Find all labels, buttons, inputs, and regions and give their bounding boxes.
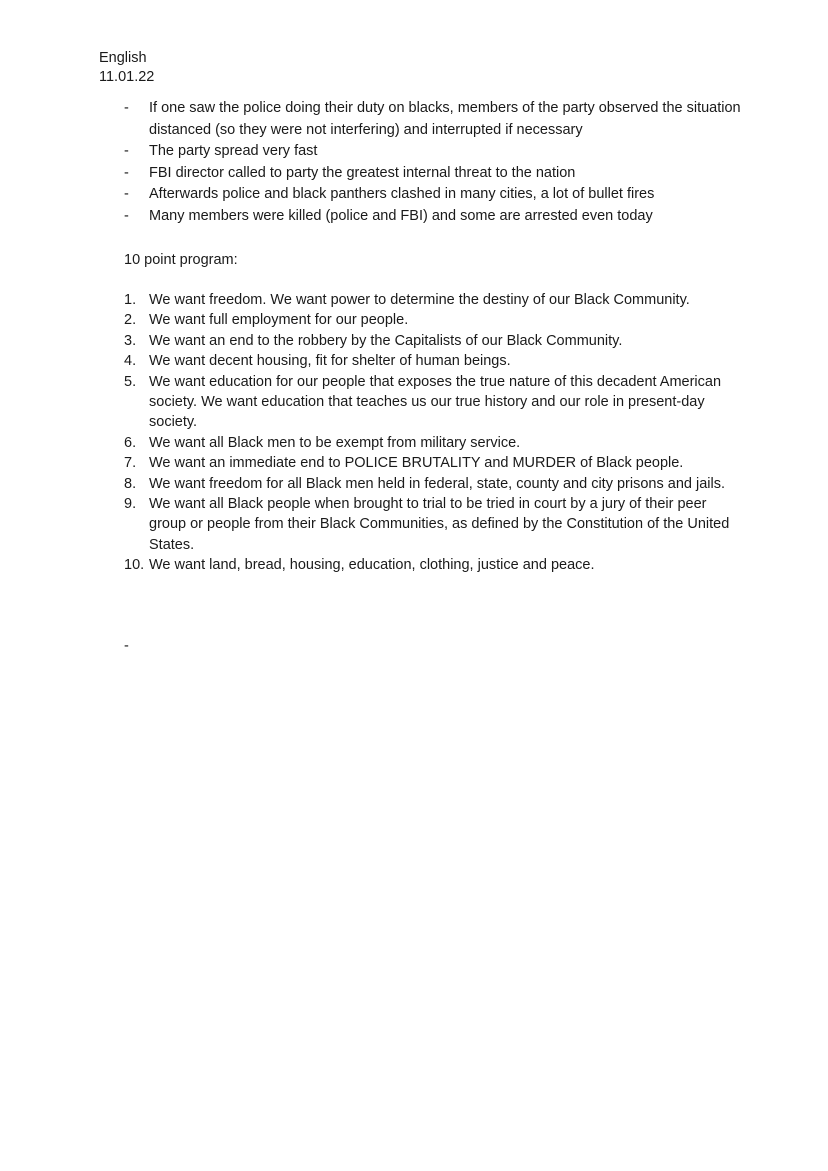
list-item <box>99 331 739 351</box>
date-label: 11.01.22 <box>99 69 155 85</box>
item-text: We want land, bread, housing, education, clothing, justice and peace. <box>149 557 595 574</box>
trailing-bullet-marker: - <box>124 638 129 654</box>
item-number: 9. <box>124 496 137 513</box>
item-text: We want all Black people when brought to trial to be tried in court by a jury of their peer group or people from their Black Communities, as defined by the Constitution of the United States. <box>149 496 730 553</box>
item-text: We want freedom for all Black men held in federal, state, county and city prisons and jails. <box>149 475 725 492</box>
list-item <box>99 184 749 206</box>
item-text: We want an end to the robbery by the Capitalists of our Black Community. <box>149 332 623 349</box>
item-text: We want an immediate end to POLICE BRUTALITY and MURDER of Black people. <box>149 455 684 472</box>
bullet-marker: - <box>124 186 129 202</box>
bullet-text: Afterwards police and black panthers clashed in many cities, a lot of bullet fires <box>149 186 655 202</box>
item-text: We want decent housing, fit for shelter of human beings. <box>149 353 511 370</box>
item-text: We want all Black men to be exempt from military service. <box>149 434 521 451</box>
item-text: We want full employment for our people. <box>149 312 409 329</box>
bullet-marker: - <box>124 207 129 224</box>
subject-label: English <box>99 50 147 66</box>
list-item <box>99 310 739 330</box>
item-number: 6. <box>124 434 137 451</box>
bullet-text: FBI director called to party the greatest internal threat to the nation <box>149 164 576 181</box>
item-number: 4. <box>124 353 137 370</box>
list-item <box>99 141 749 163</box>
bullet-text: If one saw the police doing their duty on blacks, members of the party observed the situation distanced (so they were not interfering) and interrupted if necessary <box>149 100 741 138</box>
list-item <box>99 555 739 575</box>
list-item <box>99 372 739 433</box>
ten-point-program-list <box>99 290 739 576</box>
list-item <box>99 453 739 473</box>
list-item <box>99 494 739 555</box>
item-number: 2. <box>124 312 137 329</box>
item-number: 10. <box>124 557 145 574</box>
item-text: We want freedom. We want power to determine the destiny of our Black Community. <box>149 292 690 308</box>
list-item <box>99 98 749 141</box>
list-item <box>99 163 749 185</box>
item-number: 8. <box>124 475 137 492</box>
bullet-marker: - <box>124 100 129 116</box>
list-item <box>99 474 739 494</box>
bullet-text: The party spread very fast <box>149 143 318 159</box>
item-number: 1. <box>124 292 137 308</box>
bullet-text: Many members were killed (police and FBI) and some are arrested even today <box>149 207 653 224</box>
bullet-marker: - <box>124 164 129 181</box>
item-number: 3. <box>124 332 137 349</box>
list-item <box>99 290 739 310</box>
list-item <box>99 433 739 453</box>
notes-bullet-list <box>99 98 749 227</box>
list-item <box>99 206 749 228</box>
item-number: 7. <box>124 455 137 472</box>
item-number: 5. <box>124 373 137 390</box>
item-text: We want education for our people that exposes the true nature of this decadent American society. We want education that teaches us our true history and our role in present-day society. <box>149 373 722 431</box>
bullet-marker: - <box>124 143 129 159</box>
list-item <box>99 351 739 371</box>
document-header <box>99 49 154 87</box>
section-title: 10 point program: <box>124 252 238 268</box>
